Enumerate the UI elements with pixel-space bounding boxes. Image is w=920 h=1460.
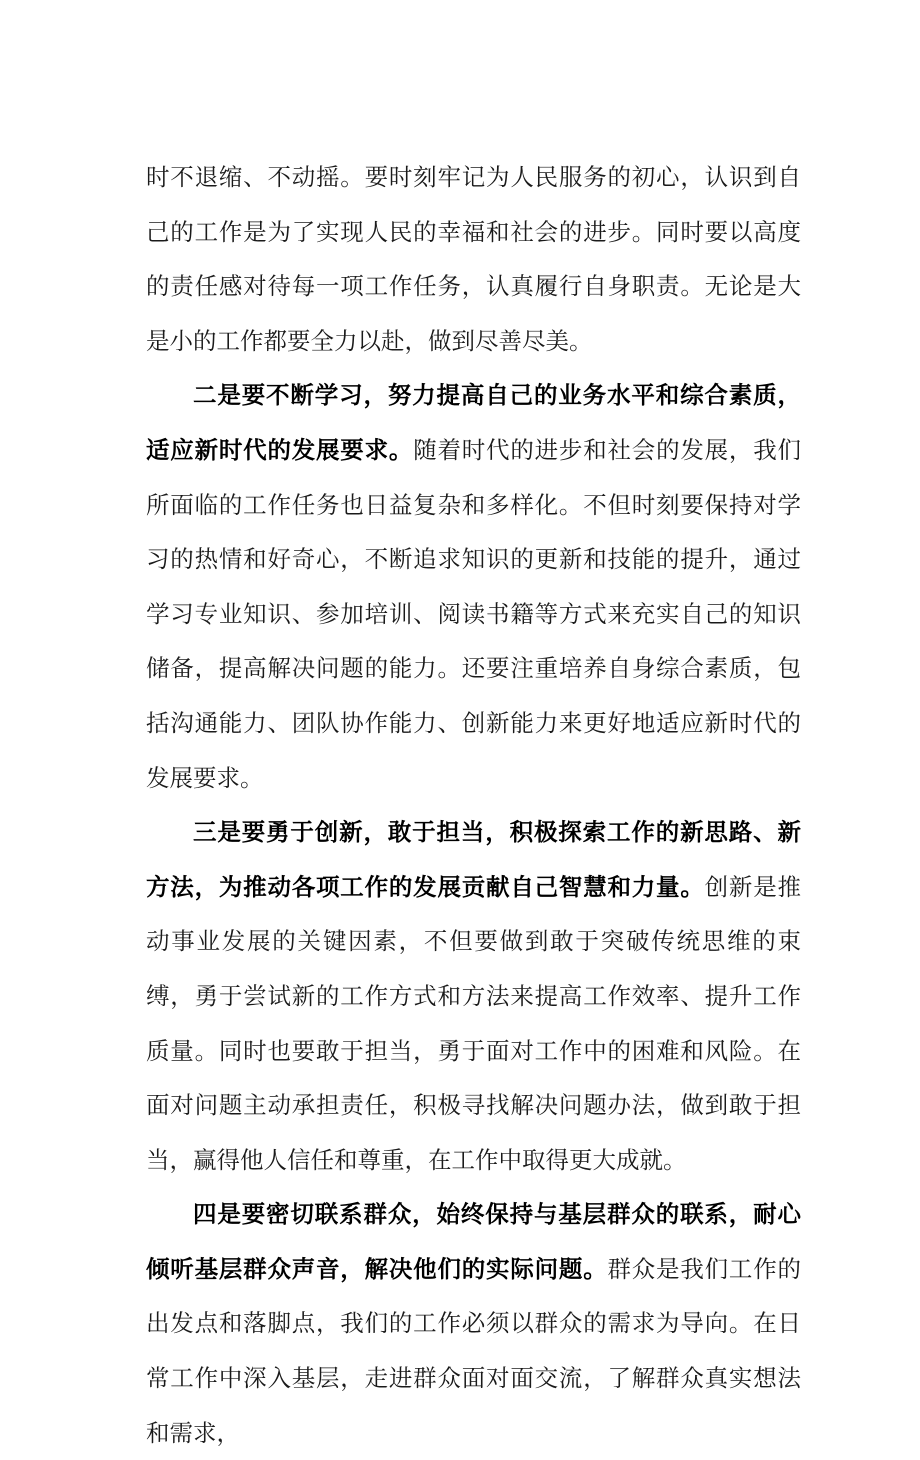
paragraph-text: 群众是我们工作的出发点和落脚点，我们的工作必须以群众的需求为导向。在日常工作中深入基层，走进群众面对面交流，了解群众真实想法和需求，	[146, 1254, 802, 1447]
paragraph-text: 随着时代的进步和社会的发展，我们所面临的工作任务也日益复杂和多样化。不但时刻要保持对学习的热情和好奇心，不断追求知识的更新和技能的提升，通过学习专业知识、参加培训、阅读书籍等方式来充实自己的知识储备，提高解决问题的能力。还要注重培养自身综合素质，包括沟通能力、团队协作能力、创新能力来更好地适应新时代的发展要求。	[146, 435, 802, 792]
paragraph-lead-heading: 二是要不断学习，努力提高自己的业务水平和综合素质，适应新时代的发展要求。	[146, 381, 801, 464]
paragraph-lead-heading: 三是要勇于创新，敢于担当，积极探索工作的新思路、新方法，为推动各项工作的发展贡献自己智慧和力量。	[146, 818, 801, 901]
paragraph-point-four	[146, 1187, 801, 1460]
document-body	[146, 150, 801, 1460]
paragraph-text: 时不退缩、不动摇。要时刻牢记为人民服务的初心，认识到自己的工作是为了实现人民的幸福和社会的进步。同时要以高度的责任感对待每一项工作任务，认真履行自身职责。无论是大是小的工作都要全力以赴，做到尽善尽美。	[146, 163, 801, 355]
paragraph-point-three	[146, 805, 801, 1187]
paragraph-lead-heading: 四是要密切联系群众，始终保持与基层群众的联系，耐心倾听基层群众声音，解决他们的实际问题。	[146, 1200, 801, 1283]
paragraph-text: 创新是推动事业发展的关键因素，不但要做到敢于突破传统思维的束缚，勇于尝试新的工作方式和方法来提高工作效率、提升工作质量。同时也要敢于担当，勇于面对工作中的困难和风险。在面对问题主动承担责任，积极寻找解决问题办法，做到敢于担当，赢得他人信任和尊重，在工作中取得更大成就。	[146, 872, 802, 1174]
paragraph-continuation	[146, 150, 801, 368]
paragraph-point-two	[146, 368, 801, 805]
